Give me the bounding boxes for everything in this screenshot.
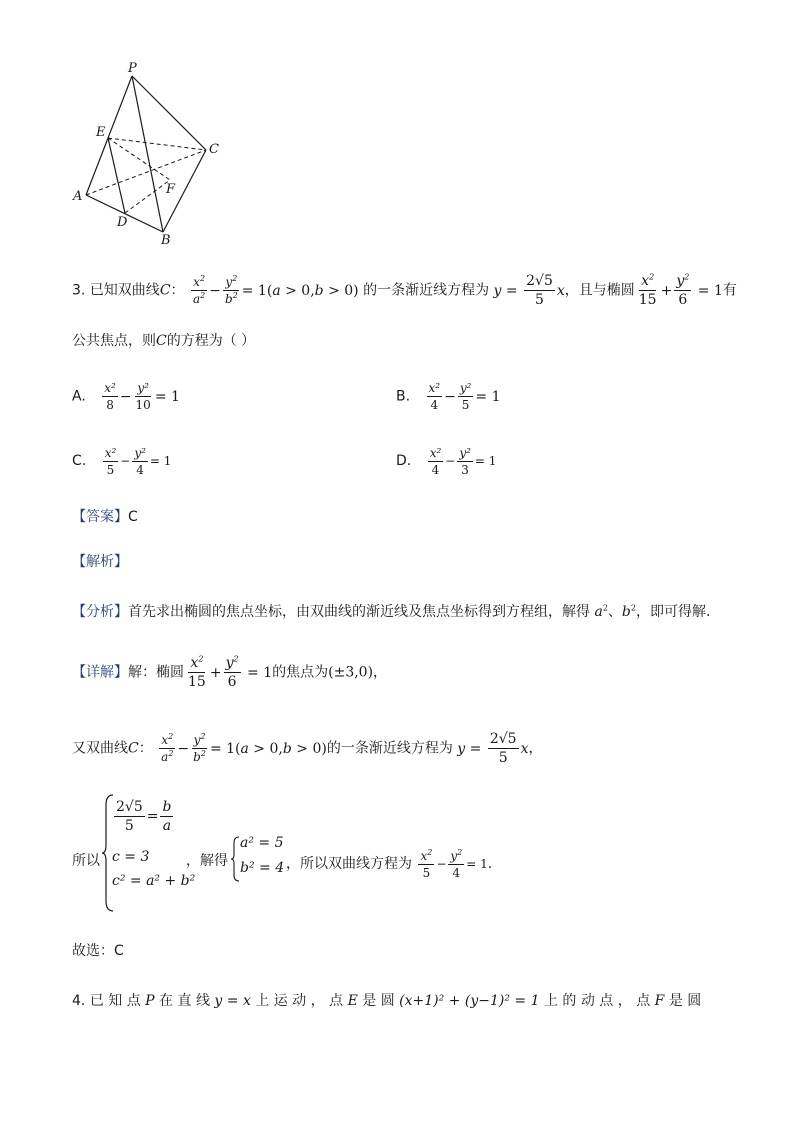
edge-pc (132, 76, 206, 150)
q4-line-eq: y = x (214, 993, 251, 1009)
label-c: C (209, 142, 219, 157)
system-text-2: ，解得 (186, 853, 228, 869)
fenxi-line: 【分析】首先求出椭圆的焦点坐标，由双曲线的渐近线及焦点坐标得到方程组，解得 $a^2$、$b^2$，即可得解. (72, 603, 711, 620)
tetrahedron-figure (0, 0, 794, 260)
option-c-den-a: 5 (106, 463, 115, 477)
q4-text-5: 上 的 动 点 ， 点 (543, 993, 651, 1009)
q4-text-2: 在 直 线 (159, 993, 210, 1009)
option-a-num-b: y² (137, 381, 149, 395)
label-f: F (166, 182, 176, 197)
answer-tag: 【答案】 (72, 509, 128, 525)
q4-point-e: E (347, 993, 358, 1009)
option-a[interactable]: A. $\frac{\text{x²}}{8}$ − $\frac{\text{y²}}{10}$ = 1 (72, 381, 180, 412)
option-c-num-a: x² (104, 446, 117, 460)
q3-curve-name-2: C (156, 333, 167, 349)
option-b[interactable]: B. $\frac{\text{x²}}{4}$ − $\frac{\text{y²}}{5}$ = 1 (396, 381, 501, 412)
detail-text-3: ， (373, 664, 388, 681)
system-text-1: 所以 (72, 853, 100, 869)
option-c-rhs: = 1 (149, 454, 172, 468)
system-sol2: b² = 4 (240, 860, 285, 876)
q4-point-f: F (654, 993, 665, 1009)
label-d: D (117, 215, 128, 230)
detail-ellipse: $\frac{x^2}{15}$ + $\frac{y^2}{6}$ = 1 (188, 654, 273, 690)
system-solve (186, 850, 228, 870)
q4-line (72, 990, 701, 1010)
hyperbola-equation: $\frac{x^2}{a^2}$ − $\frac{y^2}{b^2}$ = 1(a > 0,b > 0) (192, 274, 359, 306)
q4-circle-eq: (x+1)² + (y−1)² = 1 (399, 993, 540, 1009)
q3-curve-name: C (159, 282, 171, 299)
system-result: ，所以双曲线方程为 $\frac{x^2}{5}$ − $\frac{y^2}{4}$ = 1. (286, 848, 493, 880)
q4-text-3: 上 运 动 ， 点 (255, 993, 344, 1009)
label-e: E (96, 125, 106, 140)
dashed-ef (108, 138, 170, 180)
option-c-label: C. (72, 453, 87, 469)
system-text-4: . (487, 856, 493, 872)
option-a-label: A. (72, 388, 86, 405)
fenxi-text-2: 、 (607, 604, 622, 620)
segment-ed (108, 138, 125, 213)
analysis-line (72, 551, 128, 571)
option-d-label: D. (396, 453, 412, 469)
system-sol1: a² = 5 (240, 835, 284, 851)
option-c[interactable]: C. $\frac{\text{x²}}{5}$ − $\frac{\text{y²}}{4}$ = 1 (72, 446, 172, 477)
option-a-den-a: 8 (106, 398, 114, 412)
option-d-den-b: 3 (461, 463, 469, 477)
detail-tag: 【详解】 (72, 664, 128, 681)
option-b-num-b: y² (459, 381, 472, 395)
asymptote-equation: y = $\frac{2√5}{5}$ x (493, 273, 565, 308)
option-a-rhs: = 1 (154, 388, 180, 405)
line2-text-1: 又双曲线 (72, 740, 128, 757)
left-brace-small (230, 836, 240, 882)
q4-text-6: 是 圆 (668, 993, 702, 1009)
dashed-df (125, 180, 170, 213)
q3-stem-1: 已知双曲线 (89, 282, 160, 299)
q3-stem-2: 的一条渐近线方程为 (363, 282, 490, 299)
answer-value: C (128, 509, 138, 525)
system-text-3: ，所以双曲线方程为 (286, 856, 412, 872)
system-eq3: c² = a² + b² (112, 873, 196, 889)
line2-text-3: ， (528, 740, 543, 757)
system-eq1: $\frac{2√5}{5}$ = $\frac{b}{a}$ (116, 799, 172, 834)
detail-text-1: 解：椭圆 (128, 664, 184, 681)
q3-stem-3: ，且与椭圆 (564, 282, 635, 299)
edge-pa (86, 76, 132, 195)
q3-stem-4: 有 (722, 282, 737, 299)
ellipse-equation: $\frac{x^2}{15}$ + $\frac{y^2}{6}$ = 1 (638, 272, 723, 308)
option-c-den-b: 4 (136, 463, 144, 477)
label-b: B (161, 233, 171, 248)
answer-line (72, 506, 138, 526)
option-d-den-a: 4 (431, 463, 440, 477)
option-b-den-a: 4 (430, 398, 439, 412)
q3-stem-line1: 3. 已知双曲线C： $\frac{x^2}{a^2}$ − $\frac{y^2}{b^2}$ = 1(a > 0,b > 0) 的一条渐近线方程为 y = $\frac{2√5}{5}$ x，且与椭圆 $\frac{x^2}{15}$ + $\frac{y^2}{6}$ = 1有 (72, 272, 737, 308)
option-d[interactable]: D. $\frac{\text{x²}}{4}$ − $\frac{\text{y²}}{3}$ = 1 (396, 446, 497, 477)
q4-text-1: 已 知 点 (89, 993, 141, 1009)
dashed-ac (86, 150, 206, 195)
hyperbola-line: 又双曲线C： $\frac{x^2}{a^2}$ − $\frac{y^2}{b^2}$ = 1(a > 0,b > 0)的一条渐近线方程为 y = $\frac{2√5}{5}$ x， (72, 731, 543, 766)
label-a: A (73, 189, 83, 204)
q4-text-4: 是 圆 (362, 993, 395, 1009)
system-eq2: c = 3 (112, 849, 150, 865)
option-d-num-b: y² (459, 446, 471, 460)
option-d-rhs: = 1 (474, 454, 497, 468)
fenxi-text-3: ，即可得解. (635, 604, 711, 620)
option-a-num-a: x² (104, 381, 116, 395)
option-a-den-b: 10 (135, 398, 151, 412)
q4-number: 4. (72, 993, 86, 1009)
q3-stem-line2 (72, 330, 255, 350)
q3-number: 3. (72, 282, 86, 299)
edge-pb (132, 76, 163, 232)
option-b-den-b: 5 (461, 398, 470, 412)
analysis-tag: 【解析】 (72, 554, 128, 570)
option-b-rhs: = 1 (475, 388, 501, 405)
q4-point-p: P (145, 993, 155, 1009)
option-b-label: B. (396, 388, 411, 405)
fenxi-text-1: 首先求出椭圆的焦点坐标，由双曲线的渐近线及焦点坐标得到方程组，解得 (128, 604, 590, 620)
choice-line (72, 940, 124, 960)
q3-stem-6: 的方程为（ ） (166, 333, 256, 349)
fenxi-tag: 【分析】 (72, 604, 128, 620)
system-prefix (72, 850, 100, 870)
choice-text: 故选：C (72, 943, 124, 959)
detail-line (72, 656, 387, 689)
q3-stem-5: 公共焦点，则 (72, 333, 156, 349)
option-c-num-b: y² (134, 446, 146, 460)
option-b-num-a: x² (428, 381, 441, 395)
detail-focus: (±3,0) (328, 664, 374, 681)
detail-text-2: 的焦点为 (272, 664, 329, 681)
line2-text-2: 的一条渐近线方程为 (326, 740, 453, 757)
label-p: P (128, 61, 137, 76)
option-d-num-a: x² (429, 446, 442, 460)
